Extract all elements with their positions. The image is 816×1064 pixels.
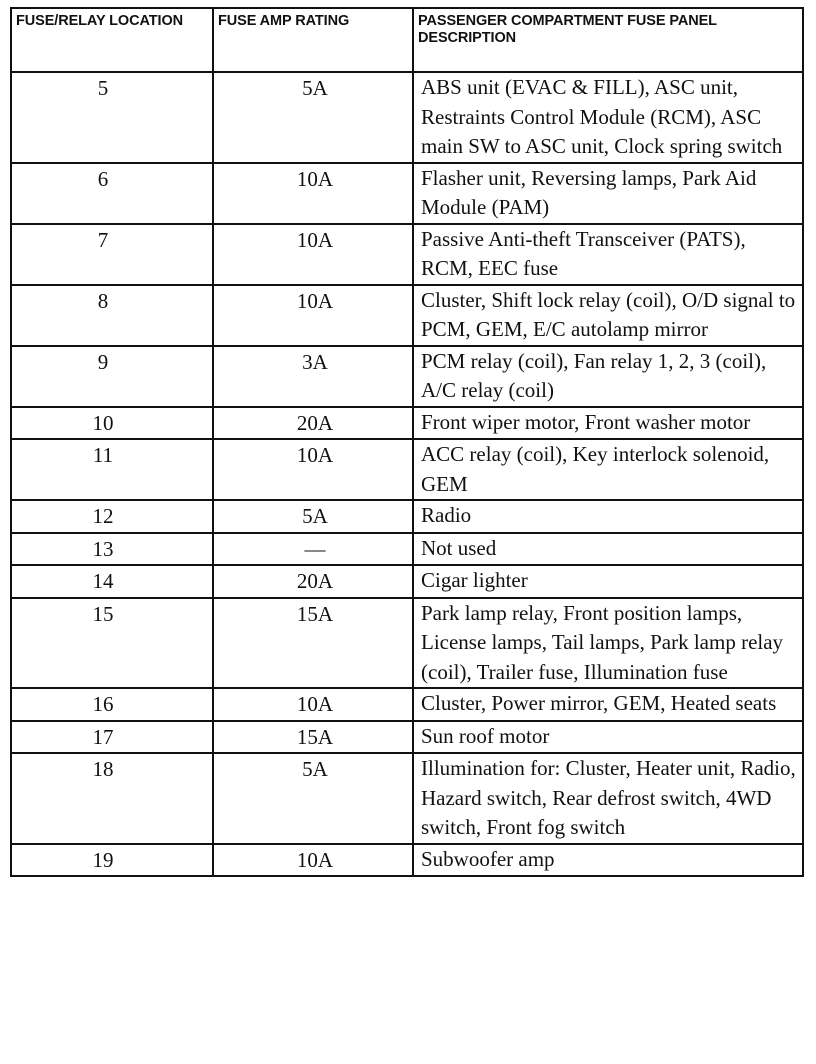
fuse-description-cell: Subwoofer amp <box>413 844 803 877</box>
fuse-description-cell: Passive Anti-theft Transceiver (PATS), RCM, EEC fuse <box>413 224 803 285</box>
fuse-location-cell: 9 <box>11 346 213 407</box>
fuse-amp-cell: — <box>213 533 413 566</box>
fuse-amp-cell: 15A <box>213 598 413 689</box>
fuse-description-cell: Cluster, Power mirror, GEM, Heated seats <box>413 688 803 721</box>
fuse-location-cell: 12 <box>11 500 213 533</box>
fuse-location-cell: 5 <box>11 72 213 163</box>
table-row <box>11 72 803 163</box>
table-row <box>11 721 803 754</box>
fuse-location-cell: 15 <box>11 598 213 689</box>
fuse-amp-cell: 10A <box>213 163 413 224</box>
fuse-amp-cell: 10A <box>213 224 413 285</box>
table-row <box>11 753 803 844</box>
table-row <box>11 285 803 346</box>
fuse-table-body <box>11 72 803 876</box>
fuse-table-page <box>10 7 804 877</box>
fuse-location-cell: 6 <box>11 163 213 224</box>
fuse-description-cell: Park lamp relay, Front position lamps, License lamps, Tail lamps, Park lamp relay (coil), Trailer fuse, Illumination fuse <box>413 598 803 689</box>
fuse-description-cell: Radio <box>413 500 803 533</box>
table-row <box>11 500 803 533</box>
header-description: PASSENGER COMPARTMENT FUSE PANEL DESCRIPTION <box>413 8 803 72</box>
fuse-amp-cell: 5A <box>213 72 413 163</box>
fuse-table <box>10 7 804 877</box>
fuse-description-cell: Cluster, Shift lock relay (coil), O/D signal to PCM, GEM, E/C autolamp mirror <box>413 285 803 346</box>
table-row <box>11 407 803 440</box>
fuse-description-cell: ABS unit (EVAC & FILL), ASC unit, Restraints Control Module (RCM), ASC main SW to ASC unit, Clock spring switch <box>413 72 803 163</box>
header-amp-rating: FUSE AMP RATING <box>213 8 413 72</box>
table-row <box>11 565 803 598</box>
table-row <box>11 533 803 566</box>
fuse-amp-cell: 10A <box>213 844 413 877</box>
fuse-location-cell: 17 <box>11 721 213 754</box>
table-row <box>11 439 803 500</box>
fuse-location-cell: 14 <box>11 565 213 598</box>
fuse-location-cell: 19 <box>11 844 213 877</box>
table-row <box>11 163 803 224</box>
fuse-amp-cell: 10A <box>213 285 413 346</box>
fuse-amp-cell: 3A <box>213 346 413 407</box>
fuse-description-cell: Not used <box>413 533 803 566</box>
table-row <box>11 224 803 285</box>
fuse-description-cell: Front wiper motor, Front washer motor <box>413 407 803 440</box>
fuse-amp-cell: 5A <box>213 753 413 844</box>
fuse-location-cell: 11 <box>11 439 213 500</box>
fuse-description-cell: Sun roof motor <box>413 721 803 754</box>
fuse-amp-cell: 15A <box>213 721 413 754</box>
fuse-description-cell: Illumination for: Cluster, Heater unit, Radio, Hazard switch, Rear defrost switch, 4WD switch, Front fog switch <box>413 753 803 844</box>
table-row <box>11 844 803 877</box>
fuse-description-cell: PCM relay (coil), Fan relay 1, 2, 3 (coil), A/C relay (coil) <box>413 346 803 407</box>
fuse-location-cell: 16 <box>11 688 213 721</box>
fuse-description-cell: ACC relay (coil), Key interlock solenoid, GEM <box>413 439 803 500</box>
table-row <box>11 598 803 689</box>
fuse-amp-cell: 10A <box>213 688 413 721</box>
table-row <box>11 346 803 407</box>
header-row <box>11 8 803 72</box>
header-location: FUSE/RELAY LOCATION <box>11 8 213 72</box>
fuse-location-cell: 7 <box>11 224 213 285</box>
fuse-location-cell: 8 <box>11 285 213 346</box>
table-row <box>11 688 803 721</box>
fuse-location-cell: 18 <box>11 753 213 844</box>
fuse-amp-cell: 20A <box>213 565 413 598</box>
fuse-amp-cell: 5A <box>213 500 413 533</box>
fuse-location-cell: 10 <box>11 407 213 440</box>
fuse-amp-cell: 20A <box>213 407 413 440</box>
fuse-description-cell: Flasher unit, Reversing lamps, Park Aid Module (PAM) <box>413 163 803 224</box>
fuse-amp-cell: 10A <box>213 439 413 500</box>
fuse-description-cell: Cigar lighter <box>413 565 803 598</box>
fuse-location-cell: 13 <box>11 533 213 566</box>
